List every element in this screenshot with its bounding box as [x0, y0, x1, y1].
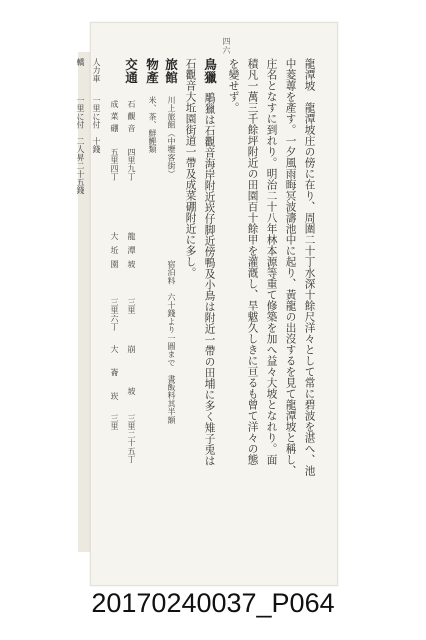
transport-heading: 交通: [123, 58, 139, 84]
inn-name: 川上旅館（中壢客街）: [167, 96, 176, 178]
dest-6-name-c: 崁: [110, 392, 119, 401]
birds-line-2: 石觀音大坵園街道一帶及成菜硼附近に多し。: [184, 58, 197, 278]
dest-2-name: 龍潭坡: [127, 232, 136, 274]
rickshaw-label: 人力車: [92, 58, 101, 83]
dest-3-name-b: 坡: [127, 387, 136, 396]
dest-5-name: 大坵園: [110, 232, 119, 274]
page-number: 四六: [222, 37, 231, 55]
dest-5-dist: 三里六丁: [110, 298, 119, 331]
dest-3-name-a: 崩: [127, 345, 136, 354]
birds-line-1: 鵰獵は石觀音海岸附近崁仔脚近傍鴨及小鳥は附近一帶の田埔に多く雉子兎は: [203, 92, 216, 466]
dest-3-dist: 三里二十五丁: [127, 414, 136, 464]
text-column-2: 中菱蓴を產す。一夕風雨晦冥波濤池中に起り、黃龍の出沒するを見て龍潭坡と稱し、: [284, 58, 297, 476]
dest-1-dist: 四里九丁: [127, 148, 136, 181]
text-column-3: 庄名となすに到れり。明治二十八年林本源等重て修築を加へ益々大坡となれり。面: [265, 58, 278, 465]
archive-caption: 20170240037_P064: [91, 588, 335, 618]
birds-heading: 鳥獵: [202, 58, 218, 84]
products-heading: 物產: [144, 58, 160, 84]
dest-2-dist: 三里: [127, 298, 136, 315]
dest-1-name: 石觀音: [127, 100, 136, 136]
dest-4-name: 成菜硼: [110, 100, 119, 136]
text-column-4: 積凡一萬三千餘坪附近の田園百十餘甲を灌漑し、旱魃久しきに亘るも曾て洋々の態: [246, 58, 259, 465]
dest-6-name-a: 大: [110, 345, 119, 354]
products-text: 米、茶、鮮鰹類: [148, 96, 157, 154]
dest-6-dist: 三里: [110, 414, 119, 431]
dest-4-dist: 五里四丁: [110, 148, 119, 181]
rickshaw-rate: 一里に付 十錢: [92, 96, 101, 154]
inn-fee: 宿泊料 六十錢より一圓まで 晝飯料其半額: [167, 260, 176, 424]
text-column-5: を變せず。: [227, 58, 240, 113]
text-column-1: [304, 58, 315, 476]
dest-6-name-b: 崙: [110, 368, 119, 377]
inn-heading: 旅館: [163, 58, 179, 84]
main-column-1: 龍潭坡 龍潭坡庄の傍に在り、周圍二十丁水深十餘尺洋々として常に碧波を湛へ、池: [303, 58, 316, 476]
palanquin-label: 轎: [76, 58, 85, 67]
palanquin-rate: 一里に付 二人昇二十五錢: [76, 96, 85, 195]
